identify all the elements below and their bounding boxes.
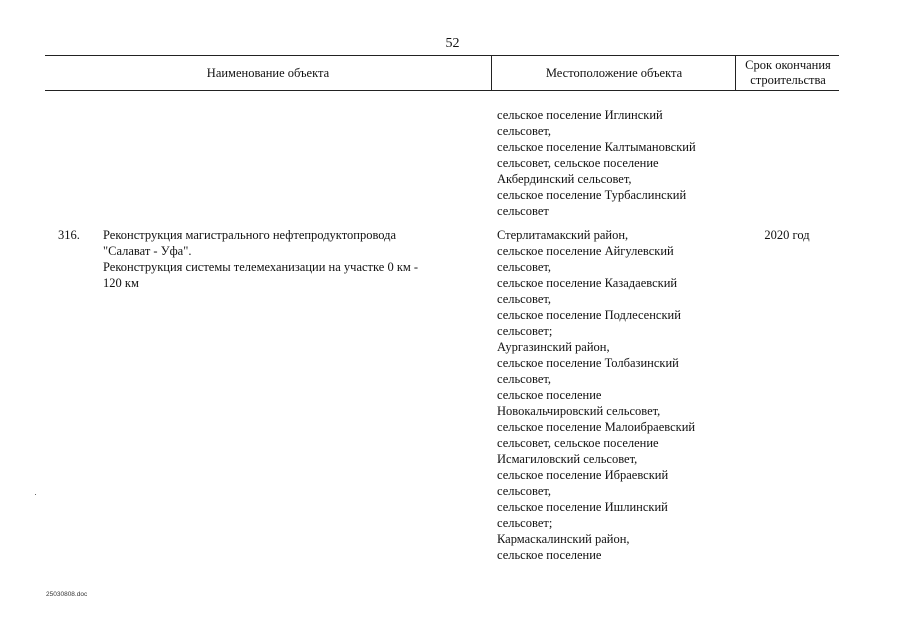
location-line: сельсовет, сельское поселение (497, 156, 659, 170)
location-line: Новокальчировский сельсовет, (497, 404, 661, 418)
location-line: сельское поселение (497, 388, 602, 402)
table-header (45, 55, 839, 91)
location-line: сельское поселение Иглинский (497, 108, 663, 122)
entry-object-name (103, 227, 463, 291)
header-deadline-line: Срок окончания (745, 58, 831, 72)
object-name-line: Реконструкция системы телемеханизации на участке 0 км - (103, 260, 419, 274)
header-object-name: Наименование объекта (206, 65, 330, 80)
location-line: сельсовет (497, 204, 549, 218)
location-line: сельсовет; (497, 516, 553, 530)
location-line: сельсовет; (497, 324, 553, 338)
footer-file-name: 25030808.doc (46, 591, 88, 598)
location-line: сельское поселение Подлесенский (497, 308, 681, 322)
location-line: Аургазинский район, (497, 340, 610, 354)
location-line: сельское поселение Калтымановский (497, 140, 696, 154)
location-line: сельское поселение Ишлинский (497, 500, 668, 514)
location-line: сельское поселение Айгулевский (497, 244, 674, 258)
page-number: 52 (445, 36, 460, 51)
location-line: сельсовет, (497, 260, 552, 274)
entry-number: 316. (58, 228, 80, 242)
scan-speck (35, 494, 36, 495)
location-line: сельское поселение Казадаевский (497, 276, 678, 290)
location-line: сельское поселение Ибраевский (497, 468, 669, 482)
location-line: сельское поселение Турбаслинский (497, 188, 687, 202)
entry-deadline: 2020 год (764, 228, 810, 242)
header-deadline-line: строительства (750, 73, 826, 87)
header-construction-deadline (735, 56, 840, 90)
location-line: сельсовет, (497, 124, 552, 138)
entry-location-cell (497, 227, 727, 563)
header-object-location: Местоположение объекта (491, 56, 736, 90)
location-line: сельсовет, (497, 372, 552, 386)
object-name-line: Реконструкция магистрального нефтепродуктопровода (103, 228, 397, 242)
location-line: сельсовет, (497, 484, 552, 498)
object-name-line: 120 км (103, 276, 139, 290)
location-line: Кармаскалинский район, (497, 532, 630, 546)
location-line: сельское поселение Малоибраевский (497, 420, 696, 434)
location-line: сельсовет, (497, 292, 552, 306)
object-name-line: "Салават - Уфа". (103, 244, 192, 258)
location-line: Стерлитамакский район, (497, 228, 629, 242)
location-line: Акбердинский сельсовет, (497, 172, 632, 186)
location-line: Исмагиловский сельсовет, (497, 452, 638, 466)
continued-location-cell (497, 107, 727, 219)
location-line: сельское поселение Толбазинский (497, 356, 679, 370)
location-line: сельсовет, сельское поселение (497, 436, 659, 450)
location-line: сельское поселение (497, 548, 602, 562)
